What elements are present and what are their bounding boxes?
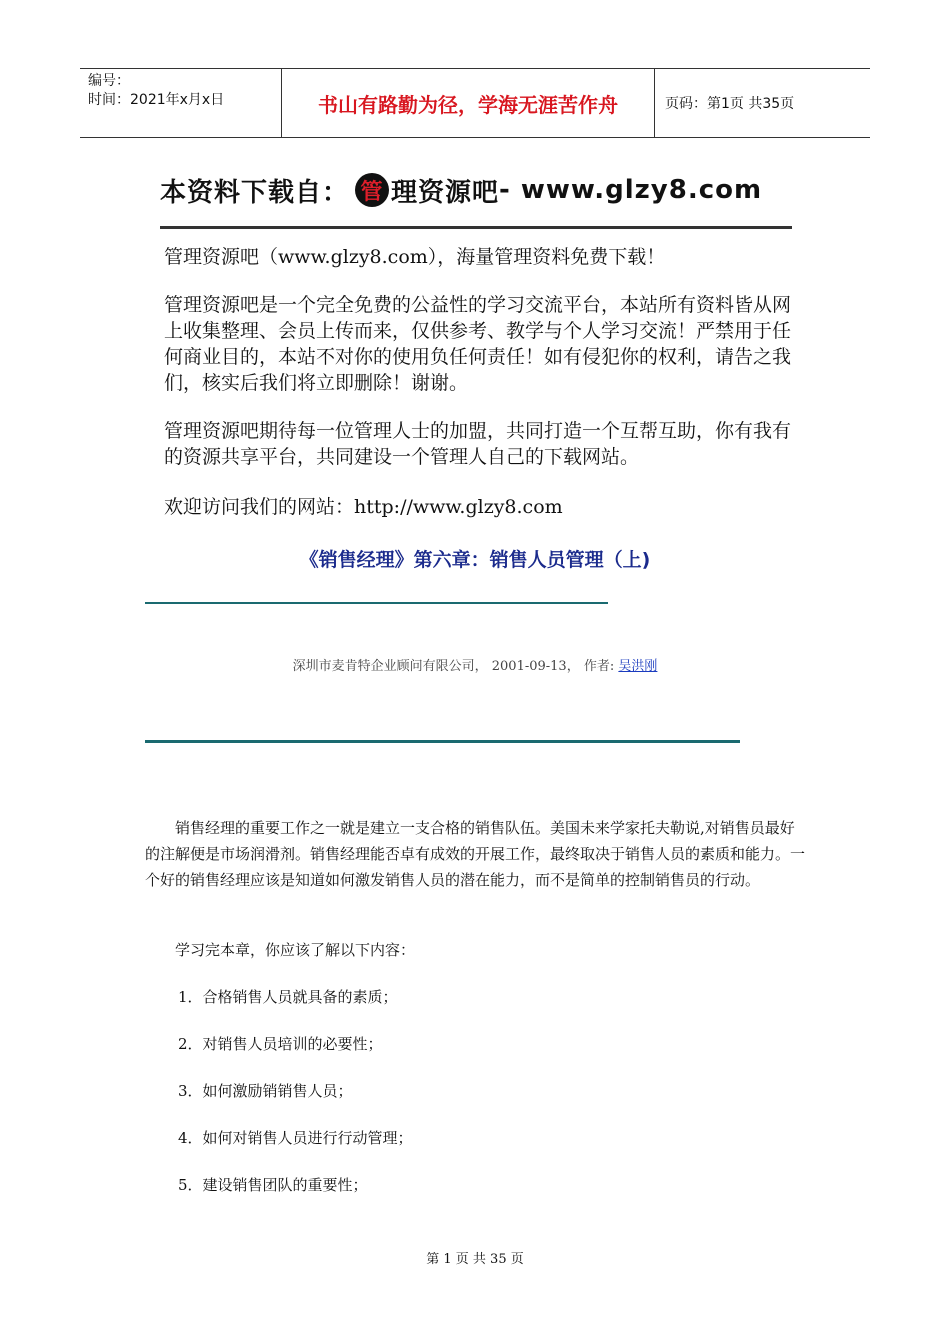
author-link[interactable]: 吴洪刚 [618, 659, 658, 674]
banner-prefix: 本资料下载自： [160, 177, 350, 208]
byline-author-label: 作者: [583, 659, 615, 674]
banner-site-url: - www.glzy8.com [499, 175, 763, 205]
banner-paragraph-1: 管理资源吧（www.glzy8.com），海量管理资料免费下载！ [164, 246, 666, 268]
intro-paragraph: 销售经理的重要工作之一就是建立一支合格的销售队伍。美国未来学家托夫勒说,对销售员最好的注解便是市场润滑剂。销售经理能否卓有成效的开展工作，最终取决于销售人员的素质和能力。一个好的销售经理应该是知道如何激发销售人员的潜在能力，而不是简单的控制销售员的行动。 [145, 819, 806, 889]
list-item: 4．如何对销售人员进行行动管理； [178, 1129, 413, 1147]
title-divider [145, 602, 608, 604]
header-motto: 书山有路勤为径，学海无涯苦作舟 [281, 69, 655, 137]
page-footer: 第 1 页 共 35 页 [426, 1252, 524, 1267]
byline-date: 2001-09-13， [491, 659, 580, 674]
page-header [80, 68, 870, 138]
time-label: 时间：2021年x月x日 [88, 92, 225, 108]
banner-paragraph-2: 管理资源吧是一个完全免费的公益性的学习交流平台，本站所有资料皆从网上收集整理、会员上传而来，仅供参考、教学与个人学习交流！严禁用于任何商业目的，本站不对你的使用负任何责任！如有侵犯你的权利，请告之我们，核实后我们将立即删除！谢谢。 [164, 294, 792, 394]
banner-headline [160, 168, 800, 212]
banner-divider [160, 226, 792, 229]
header-info [80, 69, 288, 137]
list-item: 1．合格销售人员就具备的素质； [178, 988, 398, 1006]
banner-site-name: 理资源吧 [391, 177, 500, 208]
source-banner [160, 168, 800, 518]
list-item: 2．对销售人员培训的必要性； [178, 1035, 383, 1053]
header-page-label: 页码：第1页 共35页 [665, 96, 795, 112]
byline-company: 深圳市麦肯特企业顾问有限公司， [292, 659, 488, 674]
banner-paragraph-3: 管理资源吧期待每一位管理人士的加盟，共同打造一个互帮互助，你有我有的资源共享平台，共同建设一个管理人自己的下载网站。 [164, 420, 792, 468]
banner-paragraph-4: 欢迎访问我们的网站：http://www.glzy8.com [164, 496, 563, 518]
article-title: 《销售经理》第六章：销售人员管理（上) [299, 549, 651, 571]
byline-divider [145, 740, 740, 743]
article-byline [0, 655, 950, 674]
list-item: 5．建设销售团队的重要性； [178, 1176, 368, 1194]
list-item: 3．如何激励销销售人员； [178, 1082, 353, 1100]
number-label: 编号： [88, 73, 130, 89]
site-logo-icon: 管 [355, 173, 389, 207]
lead-paragraph: 学习完本章，你应该了解以下内容： [175, 941, 416, 959]
